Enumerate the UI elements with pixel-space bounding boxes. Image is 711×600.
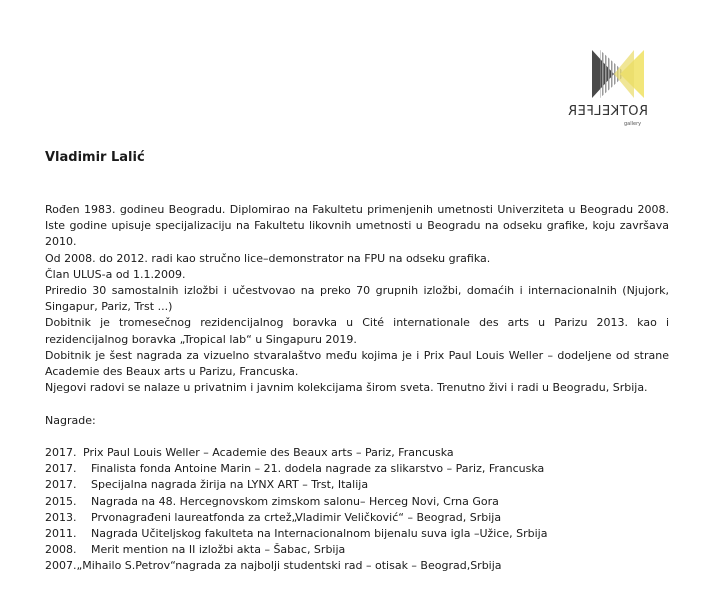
award-text: Prix Paul Louis Weller – Academie des Beaux arts – Pariz, Francuska: [83, 446, 454, 459]
awards-heading: Nagrade:: [45, 414, 96, 427]
logo-wordmark: ROTKELFER: [567, 104, 648, 119]
award-text: Nagrada na 48. Hercegnovskom zimskom salonu– Herceg Novi, Crna Gora: [91, 494, 499, 508]
award-text: Nagrada Učiteljskog fakulteta na Internacionalnom bijenalu suva igla –Užice, Srbija: [91, 527, 548, 541]
award-year: 2008.: [45, 543, 77, 557]
award-item: [45, 526, 547, 542]
award-year: 2015.: [45, 494, 77, 508]
biography: [45, 202, 669, 396]
award-item: [45, 461, 547, 477]
award-item: [45, 445, 547, 461]
award-text: Prvonagrađeni laureatfonda za crtež„Vladimir Veličković“ – Beograd, Srbija: [91, 510, 502, 524]
bio-paragraph: Rođen 1983. godineu Beogradu. Diplomirao na Fakultetu primenjenih umetnosti Univerziteta u Beogradu 2008. Iste godine upisuje specijalizaciju na Fakultetu likovnih umetnosti u Beogradu na odseku grafike, koju završava 2010.: [45, 203, 669, 249]
bio-paragraph: Od 2008. do 2012. radi kao stručno lice–demonstrator na FPU na odseku grafika.: [45, 251, 491, 265]
award-text: „Mihailo S.Petrov“nagrada za najbolji studentski rad – otisak – Beograd,Srbija: [76, 559, 502, 573]
bio-paragraph: Dobitnik je tromesečnog rezidencijalnog boravka u Cité internationale des arts u Parizu 2013. kao i rezidencijalnog boravka „Tropical lab“ u Singapuru 2019.: [45, 316, 669, 346]
logo-subtitle: gallery: [624, 121, 642, 127]
bio-paragraph: Njegovi radovi se nalaze u privatnim i javnim kolekcijama širom sveta. Trenutno živi i radi u Beogradu, Srbija.: [45, 381, 648, 395]
award-item: [45, 477, 547, 493]
award-text: Merit mention na II izložbi akta – Šabac, Srbija: [91, 543, 346, 557]
awards-list: [45, 445, 547, 575]
award-year: 2011.: [45, 527, 77, 541]
award-item: [45, 494, 547, 510]
bio-paragraph: Priredio 30 samostalnih izložbi i učestvovao na preko 70 grupnih izložbi, domaćih i internacionalnih (Njujork, Singapur, Pariz, Trst ...): [45, 284, 669, 314]
award-item: [45, 542, 547, 558]
award-item: [45, 510, 547, 526]
award-year: 2013.: [45, 510, 77, 524]
award-year: 2017.: [45, 462, 77, 476]
award-text: Specijalna nagrada žirija na LYNX ART – Trst, Italija: [91, 478, 369, 492]
award-year: 2017.: [45, 446, 77, 459]
bio-paragraph: Član ULUS-a od 1.1.2009.: [45, 267, 186, 281]
artist-name: Vladimir Lalić: [45, 150, 145, 165]
award-item: [45, 558, 547, 574]
bio-paragraph: Dobitnik je šest nagrada za vizuelno stvaralaštvo među kojima je i Prix Paul Louis Weller – dodeljene od strane Academie des Beaux arts u Parizu, Francuska.: [45, 348, 669, 379]
award-year: 2007.: [45, 559, 77, 573]
award-text: Finalista fonda Antoine Marin – 21. dodela nagrade za slikarstvo – Pariz, Francuska: [91, 462, 545, 476]
award-year: 2017.: [45, 478, 77, 492]
